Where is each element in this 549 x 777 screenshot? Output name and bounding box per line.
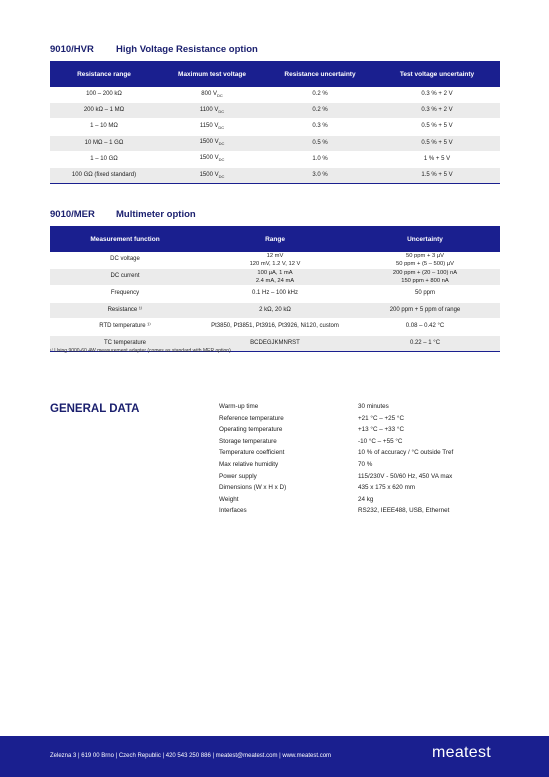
cell-line: 50 ppm + (5 – 500) µV	[396, 261, 454, 267]
mer-table-row	[50, 269, 500, 286]
voltage-subscript: DC	[218, 157, 225, 163]
mer-range-cell	[200, 269, 350, 286]
general-data-label: Power supply	[219, 472, 257, 480]
hvr-table-cell: 1.0 %	[266, 151, 374, 167]
voltage-subscript: DC	[216, 92, 223, 98]
hvr-table-cell: 0.3 %	[266, 119, 374, 135]
mer-table	[50, 226, 500, 352]
mer-range-cell	[200, 252, 350, 269]
mer-table-row	[50, 302, 500, 319]
hvr-table-row	[50, 135, 500, 151]
hvr-table-cell: 1 – 10 GΩ	[50, 151, 158, 167]
mer-title: Multimeter option	[116, 209, 196, 220]
hvr-table-cell: 1500 $V_{DC}$	[158, 151, 266, 167]
mer-col-header: Uncertainty	[350, 226, 500, 252]
hvr-col-header: Resistance range	[50, 61, 158, 87]
mer-function-cell: DC current	[50, 269, 200, 286]
hvr-table-cell: 0.5 %	[266, 135, 374, 151]
cell-line: Pt3850, Pt3851, Pt3916, Pt3926, Ni120, custom	[211, 323, 339, 330]
mer-section-title	[50, 209, 196, 220]
hvr-table-cell: 0.5 % + 5 V	[374, 135, 500, 151]
mer-code: 9010/MER	[50, 209, 95, 220]
hvr-table-cell: 800 $V_{DC}$	[158, 87, 266, 103]
general-data-row	[219, 484, 453, 496]
hvr-table-cell: 1.5 % + 5 V	[374, 167, 500, 183]
general-data-label: Warm-up time	[219, 403, 259, 410]
general-data-row	[219, 449, 453, 461]
hvr-header-row	[50, 61, 500, 87]
cell-line: 2.4 mA, 24 mA	[255, 278, 295, 284]
general-data-title: GENERAL DATA	[50, 403, 140, 415]
hvr-table-row	[50, 103, 500, 119]
general-data-row	[219, 496, 453, 508]
hvr-title: High Voltage Resistance option	[116, 44, 258, 55]
voltage-subscript: DC	[218, 141, 225, 147]
hvr-table-cell: 1150 $V_{DC}$	[158, 119, 266, 135]
hvr-table-cell: 1100 $V_{DC}$	[158, 103, 266, 119]
mer-uncertainty-cell	[350, 269, 500, 286]
general-data-row	[219, 426, 453, 438]
general-data-value: 115/230V - 50/60 Hz, 450 VA max	[358, 472, 453, 480]
hvr-col-header: Maximum test voltage	[158, 61, 266, 87]
mer-function-cell: TC temperature	[50, 335, 200, 352]
hvr-table-row	[50, 119, 500, 135]
general-data-label: Weight	[219, 495, 239, 503]
general-data-value: 10 % of accuracy / °C outside Tref	[358, 449, 454, 457]
footer-bar	[0, 736, 549, 777]
hvr-col-header: Test voltage uncertainty	[374, 61, 500, 87]
hvr-table-cell: 100 – 200 kΩ	[50, 87, 158, 103]
cell-line: 0.08 – 0.42 °C	[405, 323, 445, 330]
hvr-table-cell: 3.0 %	[266, 167, 374, 183]
mer-table-row	[50, 252, 500, 269]
mer-function-cell: Frequency	[50, 286, 200, 303]
cell-line: 0.22 – 1 °C	[409, 339, 441, 346]
hvr-table-cell: 0.2 %	[266, 103, 374, 119]
cell-line: 150 ppm + 800 nA	[401, 278, 449, 284]
hvr-table-cell: 0.2 %	[266, 87, 374, 103]
hvr-table-row	[50, 87, 500, 103]
mer-range-cell	[200, 302, 350, 319]
hvr-table-cell: 0.3 % + 2 V	[374, 87, 500, 103]
hvr-table-cell: 1 % + 5 V	[374, 151, 500, 167]
cell-line: 2 kΩ, 20 kΩ	[259, 306, 291, 313]
cell-line: 50 ppm	[414, 290, 435, 297]
hvr-table-cell: 0.5 % + 5 V	[374, 119, 500, 135]
general-data-value: +13 °C – +33 °C	[358, 426, 404, 434]
mer-uncertainty-cell	[350, 335, 500, 352]
general-data-label: Max relative humidity	[219, 460, 279, 468]
mer-uncertainty-cell	[350, 286, 500, 303]
hvr-table	[50, 61, 500, 184]
mer-function-cell: DC voltage	[50, 252, 200, 269]
hvr-table-cell: 1500 $V_{DC}$	[158, 167, 266, 183]
cell-line: 200 ppm + 5 ppm of range	[389, 306, 461, 313]
general-data-label: Dimensions (W x H x D)	[219, 484, 287, 492]
general-data-value: 435 x 175 x 620 mm	[358, 484, 416, 492]
cell-line: 200 ppm + (20 – 100) nA	[392, 270, 458, 276]
hvr-table-cell: 1 – 10 MΩ	[50, 119, 158, 135]
general-data-value: +21 °C – +25 °C	[358, 414, 404, 422]
general-data-label: Operating temperature	[219, 426, 283, 434]
general-data-label: Storage temperature	[219, 437, 277, 445]
footer-address: Zelezna 3 | 619 00 Brno | Czech Republic | 420 543 250 886 | meatest@meatest.com | www.meatest.com	[50, 753, 332, 759]
general-data-value: 24 kg	[358, 495, 374, 503]
general-data-value: 30 minutes	[358, 403, 389, 410]
general-data-value: -10 °C – +55 °C	[358, 437, 403, 445]
brand-logo: meatest	[432, 744, 492, 761]
mer-function-cell: Resistance ¹⁾	[50, 302, 200, 319]
cell-line: 12 mV	[266, 253, 284, 259]
hvr-table-cell: 10 MΩ – 1 GΩ	[50, 135, 158, 151]
general-data-value: 70 %	[358, 460, 373, 468]
general-data-value: RS232, IEEE488, USB, Ethernet	[358, 507, 450, 515]
mer-col-header: Measurement function	[50, 226, 200, 252]
general-data-row	[219, 415, 453, 427]
mer-footnote: ¹⁾ Using 9000-60 4W measurement adapter (comes as standard with MER option)	[50, 348, 231, 354]
cell-line: 120 mV, 1.2 V, 12 V	[249, 261, 301, 267]
mer-table-row	[50, 319, 500, 336]
mer-uncertainty-cell	[350, 319, 500, 336]
cell-line: 100 µA, 1 mA	[257, 270, 293, 276]
general-data-table	[219, 403, 453, 519]
hvr-col-header: Resistance uncertainty	[266, 61, 374, 87]
voltage-subscript: DC	[218, 125, 225, 131]
voltage-subscript: DC	[218, 108, 225, 114]
mer-function-cell: RTD temperature ¹⁾	[50, 319, 200, 336]
mer-range-cell	[200, 319, 350, 336]
general-data-label: Reference temperature	[219, 414, 284, 422]
hvr-table-cell: 1500 $V_{DC}$	[158, 135, 266, 151]
hvr-table-cell: 100 GΩ (fixed standard)	[50, 167, 158, 183]
cell-line: BCDEGJKMNRST	[250, 339, 300, 346]
general-data-row	[219, 403, 453, 415]
cell-line: 0.1 Hz – 100 kHz	[251, 290, 299, 297]
general-data-row	[219, 438, 453, 450]
mer-range-cell	[200, 286, 350, 303]
hvr-table-cell: 200 kΩ – 1 MΩ	[50, 103, 158, 119]
voltage-subscript: DC	[218, 173, 225, 179]
mer-header-row	[50, 226, 500, 252]
mer-col-header: Range	[200, 226, 350, 252]
mer-uncertainty-cell	[350, 302, 500, 319]
hvr-section-title	[50, 44, 258, 55]
general-data-label: Temperature coefficient	[219, 449, 285, 457]
hvr-table-row	[50, 151, 500, 167]
cell-line: 50 ppm + 3 µV	[406, 253, 444, 259]
hvr-code: 9010/HVR	[50, 44, 94, 55]
hvr-table-cell: 0.3 % + 2 V	[374, 103, 500, 119]
general-data-row	[219, 461, 453, 473]
general-data-row	[219, 507, 453, 519]
hvr-table-row	[50, 167, 500, 183]
general-data-label: Interfaces	[219, 507, 247, 515]
mer-uncertainty-cell	[350, 252, 500, 269]
general-data-row	[219, 473, 453, 485]
mer-table-row	[50, 286, 500, 303]
